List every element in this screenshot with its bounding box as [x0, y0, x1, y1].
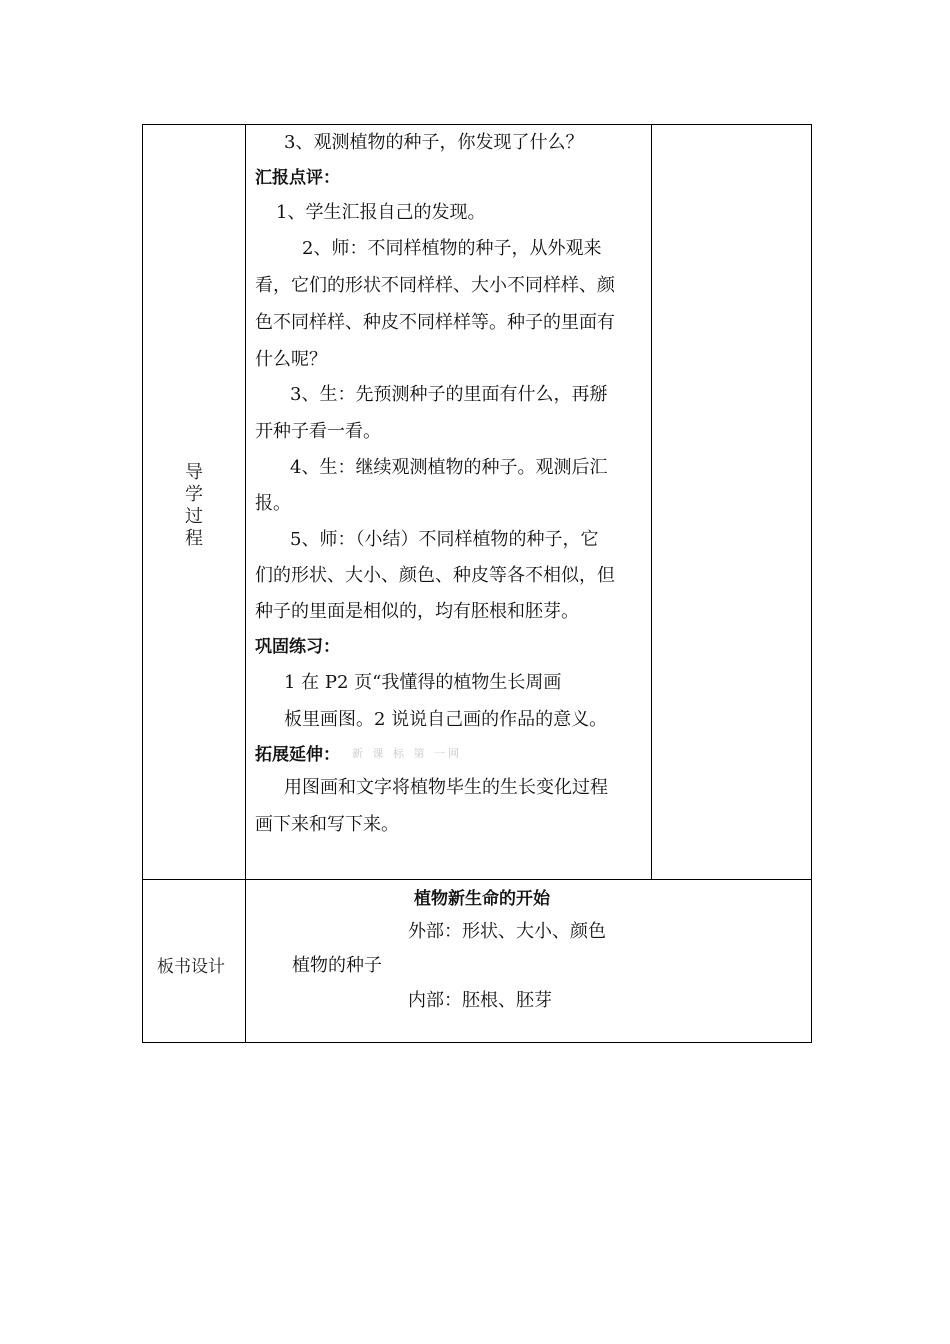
watermark: 新 课 标 第 一网	[352, 747, 462, 760]
extend-heading: 拓展延伸：	[255, 745, 340, 765]
process-label: 导 学 过 程	[185, 462, 203, 549]
report-2a: 2、师：不同样植物的种子，从外观来	[302, 238, 602, 259]
report-4a: 4、生：继续观测植物的种子。观测后汇	[290, 457, 608, 478]
board-label: 板书设计	[157, 957, 225, 977]
report-5c: 种子的里面是相似的，均有胚根和胚芽。	[255, 601, 579, 622]
practice-2: 板里画图。2 说说自己画的作品的意义。	[284, 709, 608, 730]
report-2c: 色不同样样、种皮不同样样等。种子的里面有	[255, 312, 615, 333]
report-5b: 们的形状、大小、颜色、种皮等各不相似，但	[255, 565, 615, 586]
extend-1: 用图画和文字将植物毕生的生长变化过程	[284, 777, 608, 798]
report-2d: 什么呢？	[255, 349, 327, 370]
report-4b: 报。	[255, 493, 291, 514]
row-divider	[142, 879, 812, 880]
process-line-1: 3、观测植物的种子，你发现了什么？	[284, 132, 584, 153]
report-heading: 汇报点评：	[255, 168, 340, 188]
board-title: 植物新生命的开始	[414, 889, 550, 909]
practice-heading: 巩固练习：	[255, 637, 340, 657]
report-1: 1、学生汇报自己的发现。	[276, 202, 486, 223]
column-divider-left	[245, 124, 246, 1043]
report-5a: 5、师：（小结）不同样植物的种子，它	[290, 529, 599, 550]
board-inner: 内部：胚根、胚芽	[408, 990, 552, 1011]
report-2b: 看，它们的形状不同样样、大小不同样样、颜	[255, 275, 615, 296]
extend-2: 画下来和写下来。	[255, 814, 399, 835]
report-3b: 开种子看一看。	[255, 421, 381, 442]
report-3a: 3、生：先预测种子的里面有什么，再掰	[290, 384, 608, 405]
column-divider-right	[651, 124, 652, 879]
practice-1: 1 在 P2 页“我懂得的植物生长周画	[284, 672, 562, 693]
board-subject: 植物的种子	[292, 955, 382, 976]
board-outer: 外部：形状、大小、颜色	[408, 921, 606, 942]
